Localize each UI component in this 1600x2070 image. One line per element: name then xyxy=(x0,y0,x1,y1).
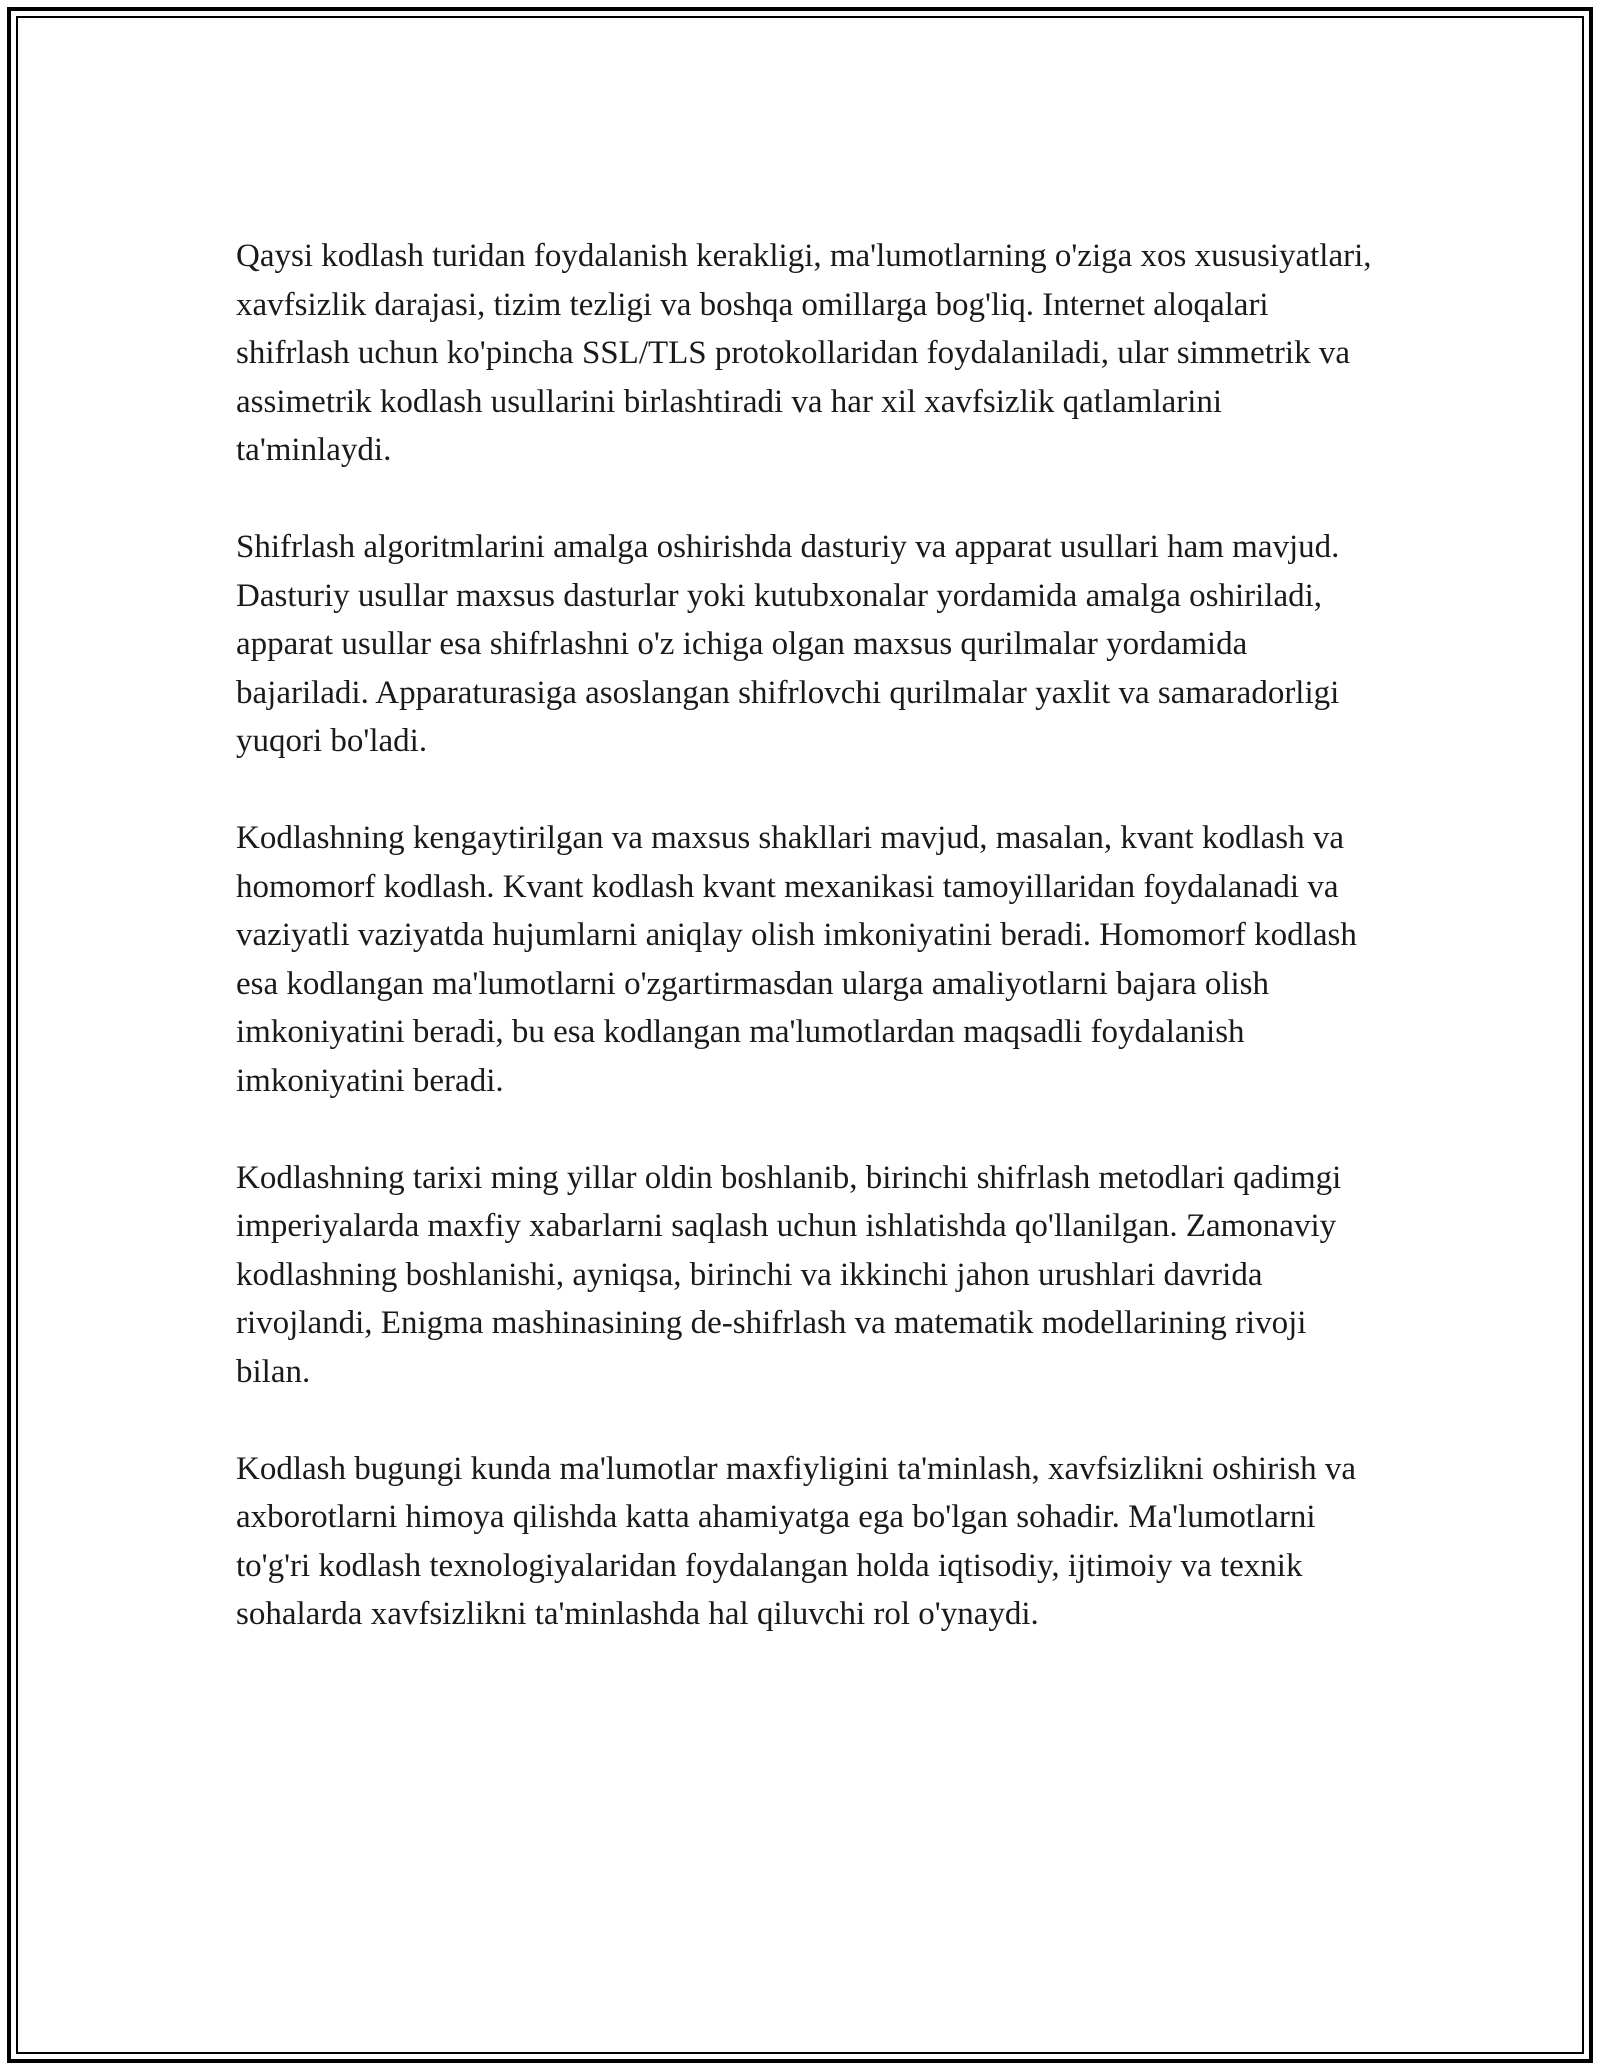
paragraph-1: Qaysi kodlash turidan foydalanish kerakligi, ma'lumotlarning o'ziga xos xususiyatlari, xavfsizlik darajasi, tizim tezligi va boshqa omillarga bog'liq. Internet aloqalari shifrlash uchun ko'pincha SSL/TLS protokollaridan foydalaniladi, ular simmetrik va assimetrik kodlash usullarini birlashtiradi va har xil xavfsizlik qatlamlarini ta'minlaydi. xyxy=(236,238,1372,468)
paragraph-5: Kodlash bugungi kunda ma'lumotlar maxfiyligini ta'minlash, xavfsizlikni oshirish va axborotlarni himoya qilishda katta ahamiyatga ega bo'lgan sohadir. Ma'lumotlarni to'g'ri kodlash texnologiyalaridan foydalangan holda iqtisodiy, ijtimoiy va texnik sohalarda xavfsizlikni ta'minlashda hal qiluvchi rol o'ynaydi. xyxy=(236,1450,1356,1632)
document-body xyxy=(236,232,1376,1639)
paragraph-4: Kodlashning tarixi ming yillar oldin boshlanib, birinchi shifrlash metodlari qadimgi imperiyalarda maxfiy xabarlarni saqlash uchun ishlatishda qo'llanilgan. Zamonaviy kodlashning boshlanishi, ayniqsa, birinchi va ikkinchi jahon urushlari davrida rivojlandi, Enigma mashinasining de-shifrlash va matematik modellarining rivoji bilan. xyxy=(236,1159,1342,1390)
paragraph-3: Kodlashning kengaytirilgan va maxsus shakllari mavjud, masalan, kvant kodlash va homomorf kodlash. Kvant kodlash kvant mexanikasi tamoyillaridan foydalanadi va vaziyatli vaziyatda hujumlarni aniqlay olish imkoniyatini beradi. Homomorf kodlash esa kodlangan ma'lumotlarni o'zgartirmasdan ularga amaliyotlarni bajara olish imkoniyatini beradi, bu esa kodlangan ma'lumotlardan maqsadli foydalanish imkoniyatini beradi. xyxy=(236,820,1357,1099)
paragraph-2: Shifrlash algoritmlarini amalga oshirishda dasturiy va apparat usullari ham mavjud. Dasturiy usullar maxsus dasturlar yoki kutubxonalar yordamida amalga oshiriladi, apparat usullar esa shifrlashni o'z ichiga olgan maxsus qurilmalar yordamida bajariladi. Apparaturasiga asoslangan shifrlovchi qurilmalar yaxlit va samaradorligi yuqori bo'ladi. xyxy=(236,529,1340,759)
